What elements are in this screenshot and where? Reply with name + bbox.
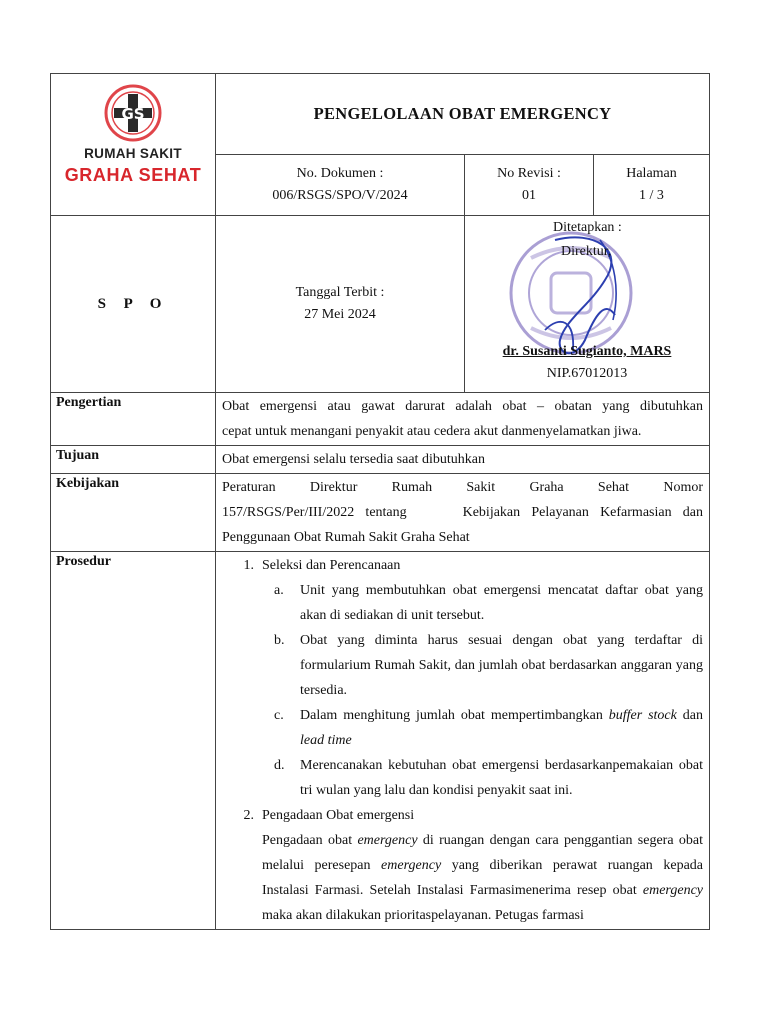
step-1c: [222, 703, 703, 753]
step-2: [222, 803, 703, 828]
step-2-paragraph: Pengadaan obat emergency di ruangan dengan cara penggantian segera obat melalui peresepan emergency yang diberikan perawat ruangan kepada Instalasi Farmasi. Setelah Instalasi Farmasimenerima resep obat emergency maka akan dilakukan prioritaspelayanan. Petugas farmasi: [262, 833, 703, 923]
kebijakan-line: Penggunaan Obat Rumah Sakit Graha Sehat: [222, 530, 470, 545]
pengertian-line: Obat emergensi atau gawat darurat adalah obat – obatan yang dibutuhkan: [222, 399, 703, 414]
spo-label: S P O: [97, 295, 169, 312]
hospital-name-line2: GRAHA SEHAT: [64, 165, 202, 185]
issue-date-label: Tanggal Terbit :: [295, 285, 385, 300]
issue-date-value: 27 Mei 2024: [304, 307, 376, 322]
sub-step-text: Dalam menghitung jumlah obat mempertimbangkan buffer stock dan lead time: [300, 708, 703, 748]
kebijakan-line: 157/RSGS/Per/III/2022 tentang Kebijakan Pelayanan Kefarmasian dan: [222, 505, 703, 520]
sub-step-text: Obat yang diminta harus sesuai dengan obat yang terdaftar di formularium Rumah Sakit, dan jumlah obat berdasarkan anggaran yang tersedia.: [300, 633, 703, 698]
pengertian-text: [216, 393, 710, 446]
document-title: PENGELOLAAN OBAT EMERGENCY: [313, 104, 612, 123]
logo-letters: GS: [121, 105, 145, 123]
step-title: Pengadaan Obat emergensi: [262, 808, 415, 823]
page-cell: [594, 155, 709, 215]
page-value: 1 / 3: [639, 188, 664, 203]
spo-cell: [51, 216, 216, 393]
doc-number-cell: [216, 155, 465, 215]
meta-row: [216, 154, 709, 215]
step-1b: [222, 628, 703, 703]
step-title: Seleksi dan Perencanaan: [262, 558, 401, 573]
director-name: dr. Susanti Sugianto, MARS: [502, 344, 672, 359]
sub-step-text: Unit yang membutuhkan obat emergensi mencatat daftar obat yang akan di sediakan di unit tersebut.: [300, 583, 703, 623]
kebijakan-text: [216, 474, 710, 552]
tujuan-text: Obat emergensi selalu tersedia saat dibutuhkan: [216, 446, 710, 474]
header-right: [216, 74, 710, 216]
set-label: Ditetapkan :: [553, 220, 622, 235]
logo-cell: [51, 74, 216, 216]
pengertian-label: Pengertian: [51, 393, 216, 446]
sub-step-letter: c.: [274, 708, 284, 723]
revision-label: No Revisi :: [497, 166, 561, 181]
revision-cell: [465, 155, 594, 215]
hospital-name-line1: RUMAH SAKIT: [84, 146, 182, 161]
issue-date-cell: [216, 216, 465, 392]
step-number: 2.: [243, 808, 254, 823]
sub-step-letter: b.: [274, 633, 285, 648]
director-nip: NIP.67012013: [546, 366, 628, 381]
spo-document: [50, 73, 710, 930]
kebijakan-line: Peraturan Direktur Rumah Sakit Graha Sehat Nomor: [222, 480, 703, 495]
kebijakan-label: Kebijakan: [51, 474, 216, 552]
document-table: [50, 73, 710, 930]
step-1a: [222, 578, 703, 628]
step-number: 1.: [243, 558, 254, 573]
doc-number-label: No. Dokumen :: [296, 166, 384, 181]
step-1: [222, 553, 703, 578]
revision-value: 01: [522, 188, 536, 203]
prosedur-label: Prosedur: [51, 552, 216, 930]
sub-step-letter: d.: [274, 758, 285, 773]
approval-cell: [465, 216, 709, 392]
sub-step-text: Merencanakan kebutuhan obat emergensi berdasarkanpemakaian obat tri wulan yang lalu dan kondisi penyakit saat ini.: [300, 758, 703, 798]
step-1d: [222, 753, 703, 803]
sub-step-letter: a.: [274, 583, 284, 598]
page-label: Halaman: [626, 166, 677, 181]
hospital-logo-icon: [102, 84, 164, 142]
issue-approval-row: [216, 216, 710, 393]
director-role: Direktur,: [561, 244, 612, 259]
tujuan-label: Tujuan: [51, 446, 216, 474]
prosedur-text: [216, 552, 710, 930]
pengertian-line: cepat untuk menangani penyakit atau cedera akut danmenyelamatkan jiwa.: [222, 424, 642, 439]
doc-number-value: 006/RSGS/SPO/V/2024: [272, 188, 408, 203]
